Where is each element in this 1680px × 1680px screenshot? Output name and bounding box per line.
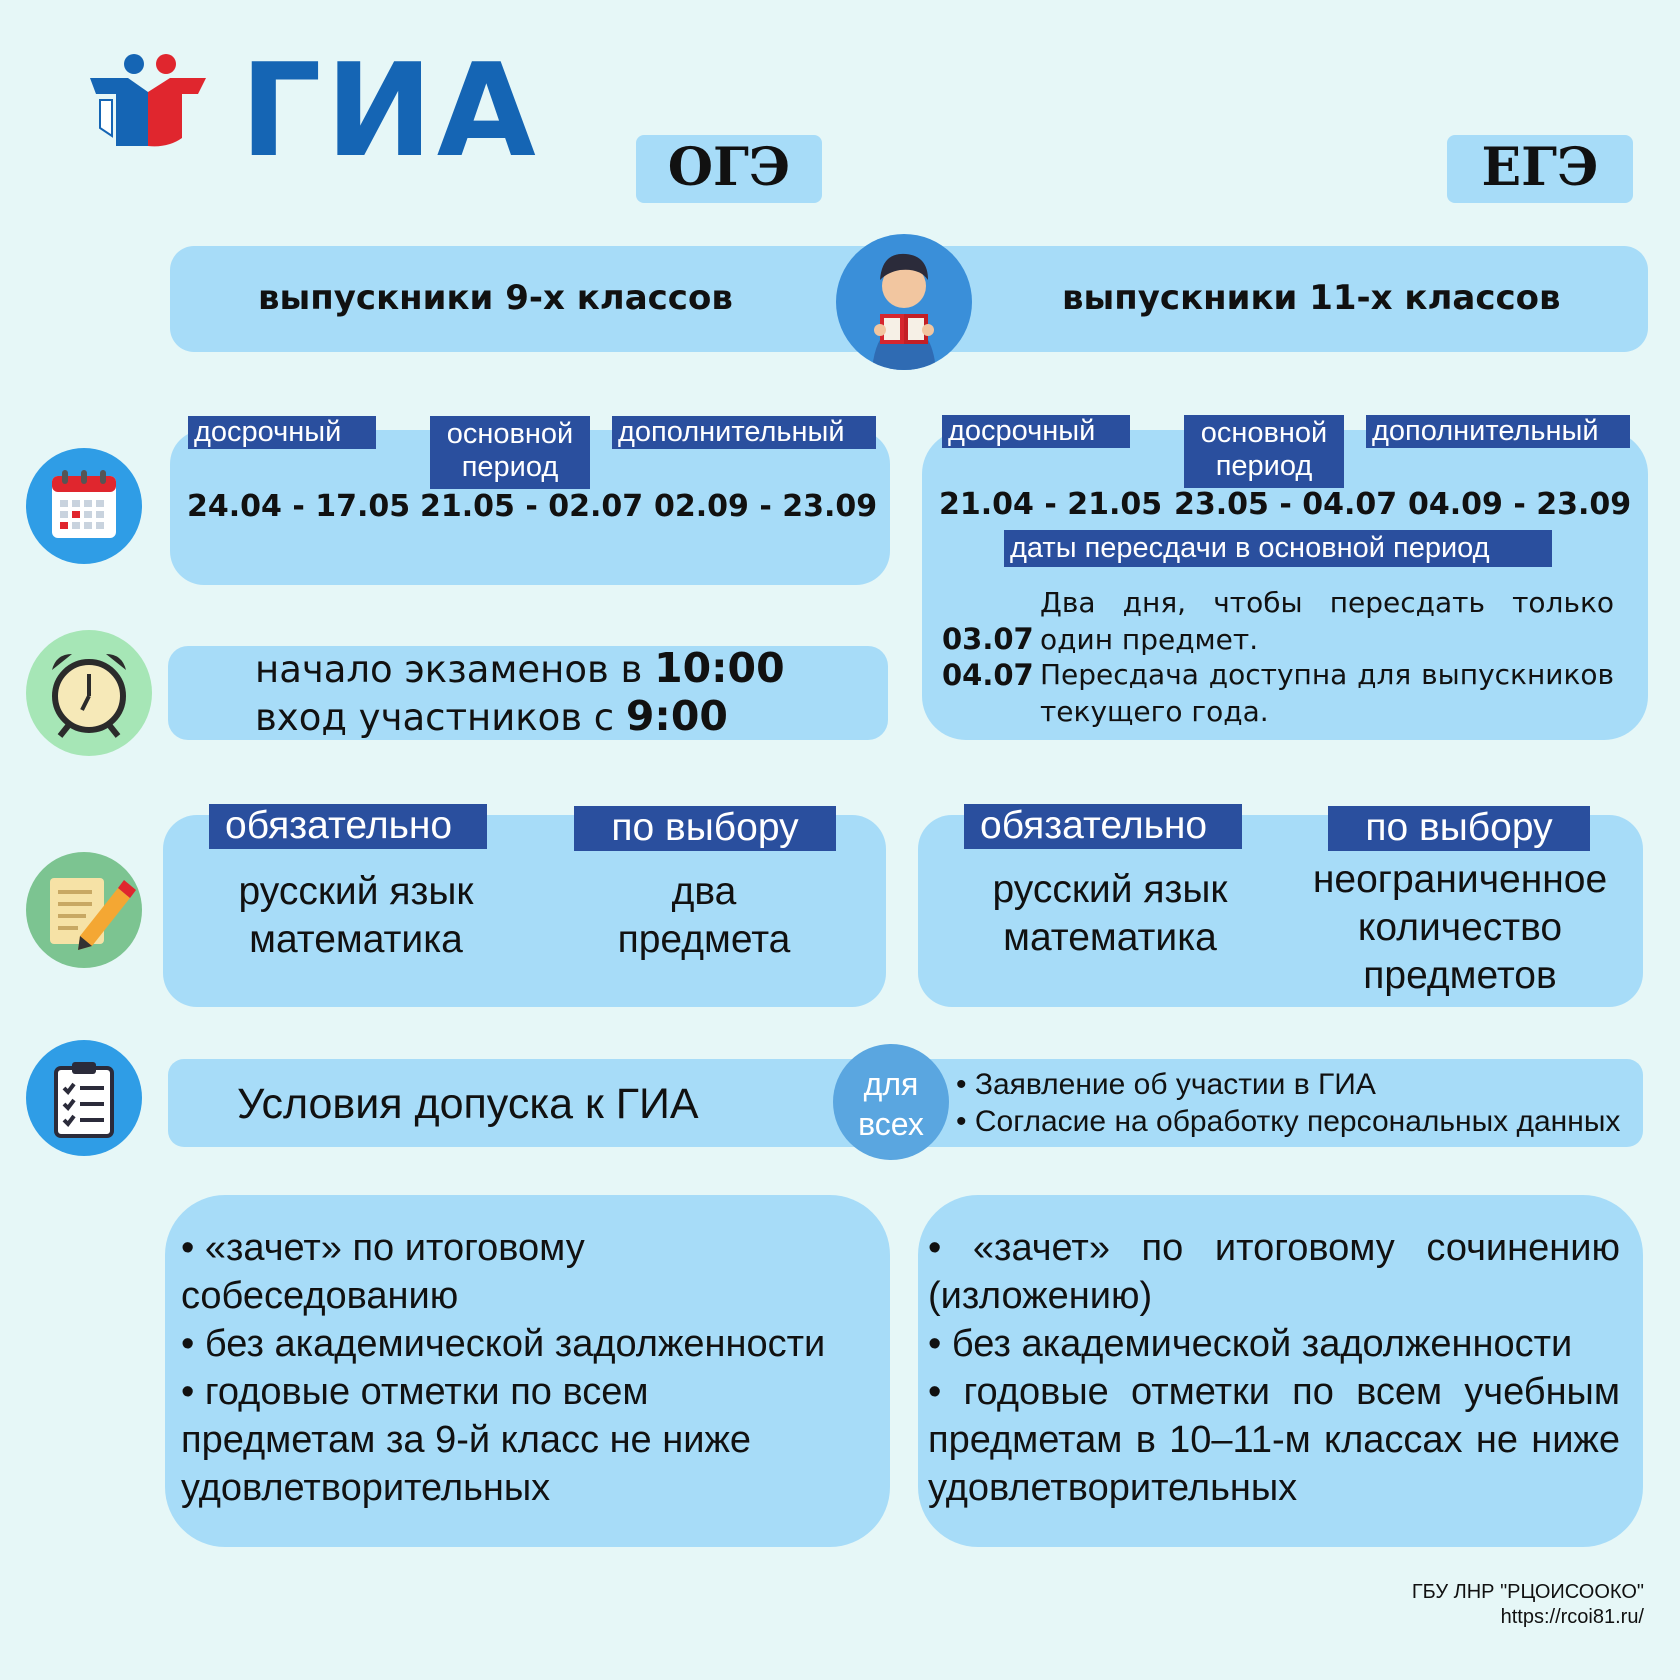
- oge-optional-1: два: [671, 870, 737, 913]
- oge-early-dates: 24.04 - 17.05: [187, 489, 411, 524]
- notepad-badge: [26, 852, 142, 968]
- oge-required-1: русский язык: [238, 870, 474, 913]
- entry-start-label: вход участников с: [255, 696, 626, 739]
- ege-required-2: математика: [1003, 916, 1217, 959]
- ege-optional-3: предметов: [1363, 954, 1557, 997]
- admission-item-2: • Согласие на обработку персональных данных: [956, 1105, 1621, 1138]
- ege-early-tag: досрочный: [942, 415, 1130, 448]
- checklist-badge: [26, 1040, 142, 1156]
- ege-main-dates: 23.05 - 04.07: [1174, 487, 1398, 522]
- calendar-badge: [26, 448, 142, 564]
- ege-required-tag: обязательно: [964, 804, 1242, 849]
- admission-list: [956, 1066, 1620, 1140]
- entry-start-time: 9:00: [625, 692, 728, 740]
- notepad-pencil-icon: [26, 852, 142, 968]
- ege-optional-tag: по выбору: [1328, 806, 1590, 851]
- ege-condition-2: • без академической задолженности: [928, 1323, 1573, 1365]
- oge-optional-subjects: [564, 868, 844, 964]
- ege-retake-text-1: Два дня, чтобы пересдать только один предмет.: [1040, 586, 1614, 656]
- oge-required-tag: обязательно: [209, 804, 487, 849]
- oge-required-2: математика: [249, 918, 463, 961]
- entry-start: [255, 692, 728, 742]
- ege-extra-dates: 04.09 - 23.09: [1408, 487, 1632, 522]
- oge-early-tag: досрочный: [188, 416, 376, 449]
- oge-main-tag: основной период: [430, 416, 590, 489]
- ege-retake-date-2: 04.07: [942, 658, 1034, 692]
- checklist-icon: [26, 1040, 142, 1156]
- ege-retake-date-1: 03.07: [942, 622, 1034, 656]
- ege-optional-subjects: [1286, 856, 1634, 1000]
- oge-optional-tag: по выбору: [574, 806, 836, 851]
- ege-condition-1: • «зачет» по итоговому сочинению (изложению): [928, 1227, 1620, 1317]
- oge-condition-3: • годовые отметки по всем предметам за 9-й класс не ниже удовлетворительных: [181, 1371, 752, 1509]
- exam-start: [255, 644, 785, 694]
- oge-main-dates: 21.05 - 02.07: [420, 489, 644, 524]
- exam-start-label: начало экзаменов в: [255, 648, 655, 691]
- oge-conditions-list: [181, 1224, 871, 1512]
- student-reading-icon: [836, 234, 972, 370]
- alarm-clock-icon: [26, 630, 152, 756]
- student-avatar: [836, 234, 972, 370]
- ege-label: ЕГЭ: [1447, 135, 1633, 203]
- ege-retake-text-2: Пересдача доступна для выпускников текущего года.: [1040, 658, 1614, 728]
- ege-early-dates: 21.04 - 21.05: [939, 487, 1163, 522]
- exam-start-time: 10:00: [654, 644, 785, 692]
- ege-required-1: русский язык: [992, 868, 1228, 911]
- footer-url[interactable]: https://rcoi81.ru/: [1500, 1606, 1644, 1628]
- ege-optional-1: неограниченное: [1312, 858, 1608, 901]
- oge-optional-2: предмета: [617, 918, 791, 961]
- calendar-icon: [26, 448, 142, 564]
- for-all-1: для: [863, 1066, 919, 1102]
- admission-title: Условия допуска к ГИА: [237, 1080, 699, 1128]
- graduates-right: выпускники 11-х классов: [1062, 278, 1561, 318]
- ege-retake-tag: даты пересдачи в основной период: [1004, 530, 1552, 567]
- for-all-badge: [833, 1044, 949, 1160]
- ege-condition-3: • годовые отметки по всем учебным предметам в 10–11-м классах не ниже удовлетворительных: [928, 1371, 1620, 1509]
- clock-badge: [26, 630, 152, 756]
- gia-logo: [88, 37, 588, 186]
- oge-required-subjects: [196, 868, 516, 964]
- ege-optional-2: количество: [1357, 906, 1563, 949]
- ege-main-tag: основной период: [1184, 415, 1344, 488]
- oge-condition-2: • без академической задолженности: [181, 1323, 826, 1365]
- logo-title: ГИА: [240, 37, 540, 186]
- oge-extra-tag: дополнительный: [612, 416, 876, 449]
- ege-extra-tag: дополнительный: [1366, 415, 1630, 448]
- footer: [1412, 1580, 1644, 1630]
- footer-org: ГБУ ЛНР "РЦОИСООКО": [1411, 1581, 1644, 1603]
- ege-required-subjects: [950, 866, 1270, 962]
- oge-extra-dates: 02.09 - 23.09: [654, 489, 878, 524]
- graduates-left: выпускники 9-х классов: [258, 278, 733, 318]
- oge-condition-1: • «зачет» по итоговому собеседованию: [181, 1227, 585, 1317]
- gia-logo-icon: [88, 48, 208, 148]
- ege-conditions-list: [928, 1224, 1620, 1512]
- for-all-2: всех: [858, 1106, 924, 1142]
- oge-label: ОГЭ: [636, 135, 822, 203]
- admission-item-1: • Заявление об участии в ГИА: [956, 1068, 1376, 1101]
